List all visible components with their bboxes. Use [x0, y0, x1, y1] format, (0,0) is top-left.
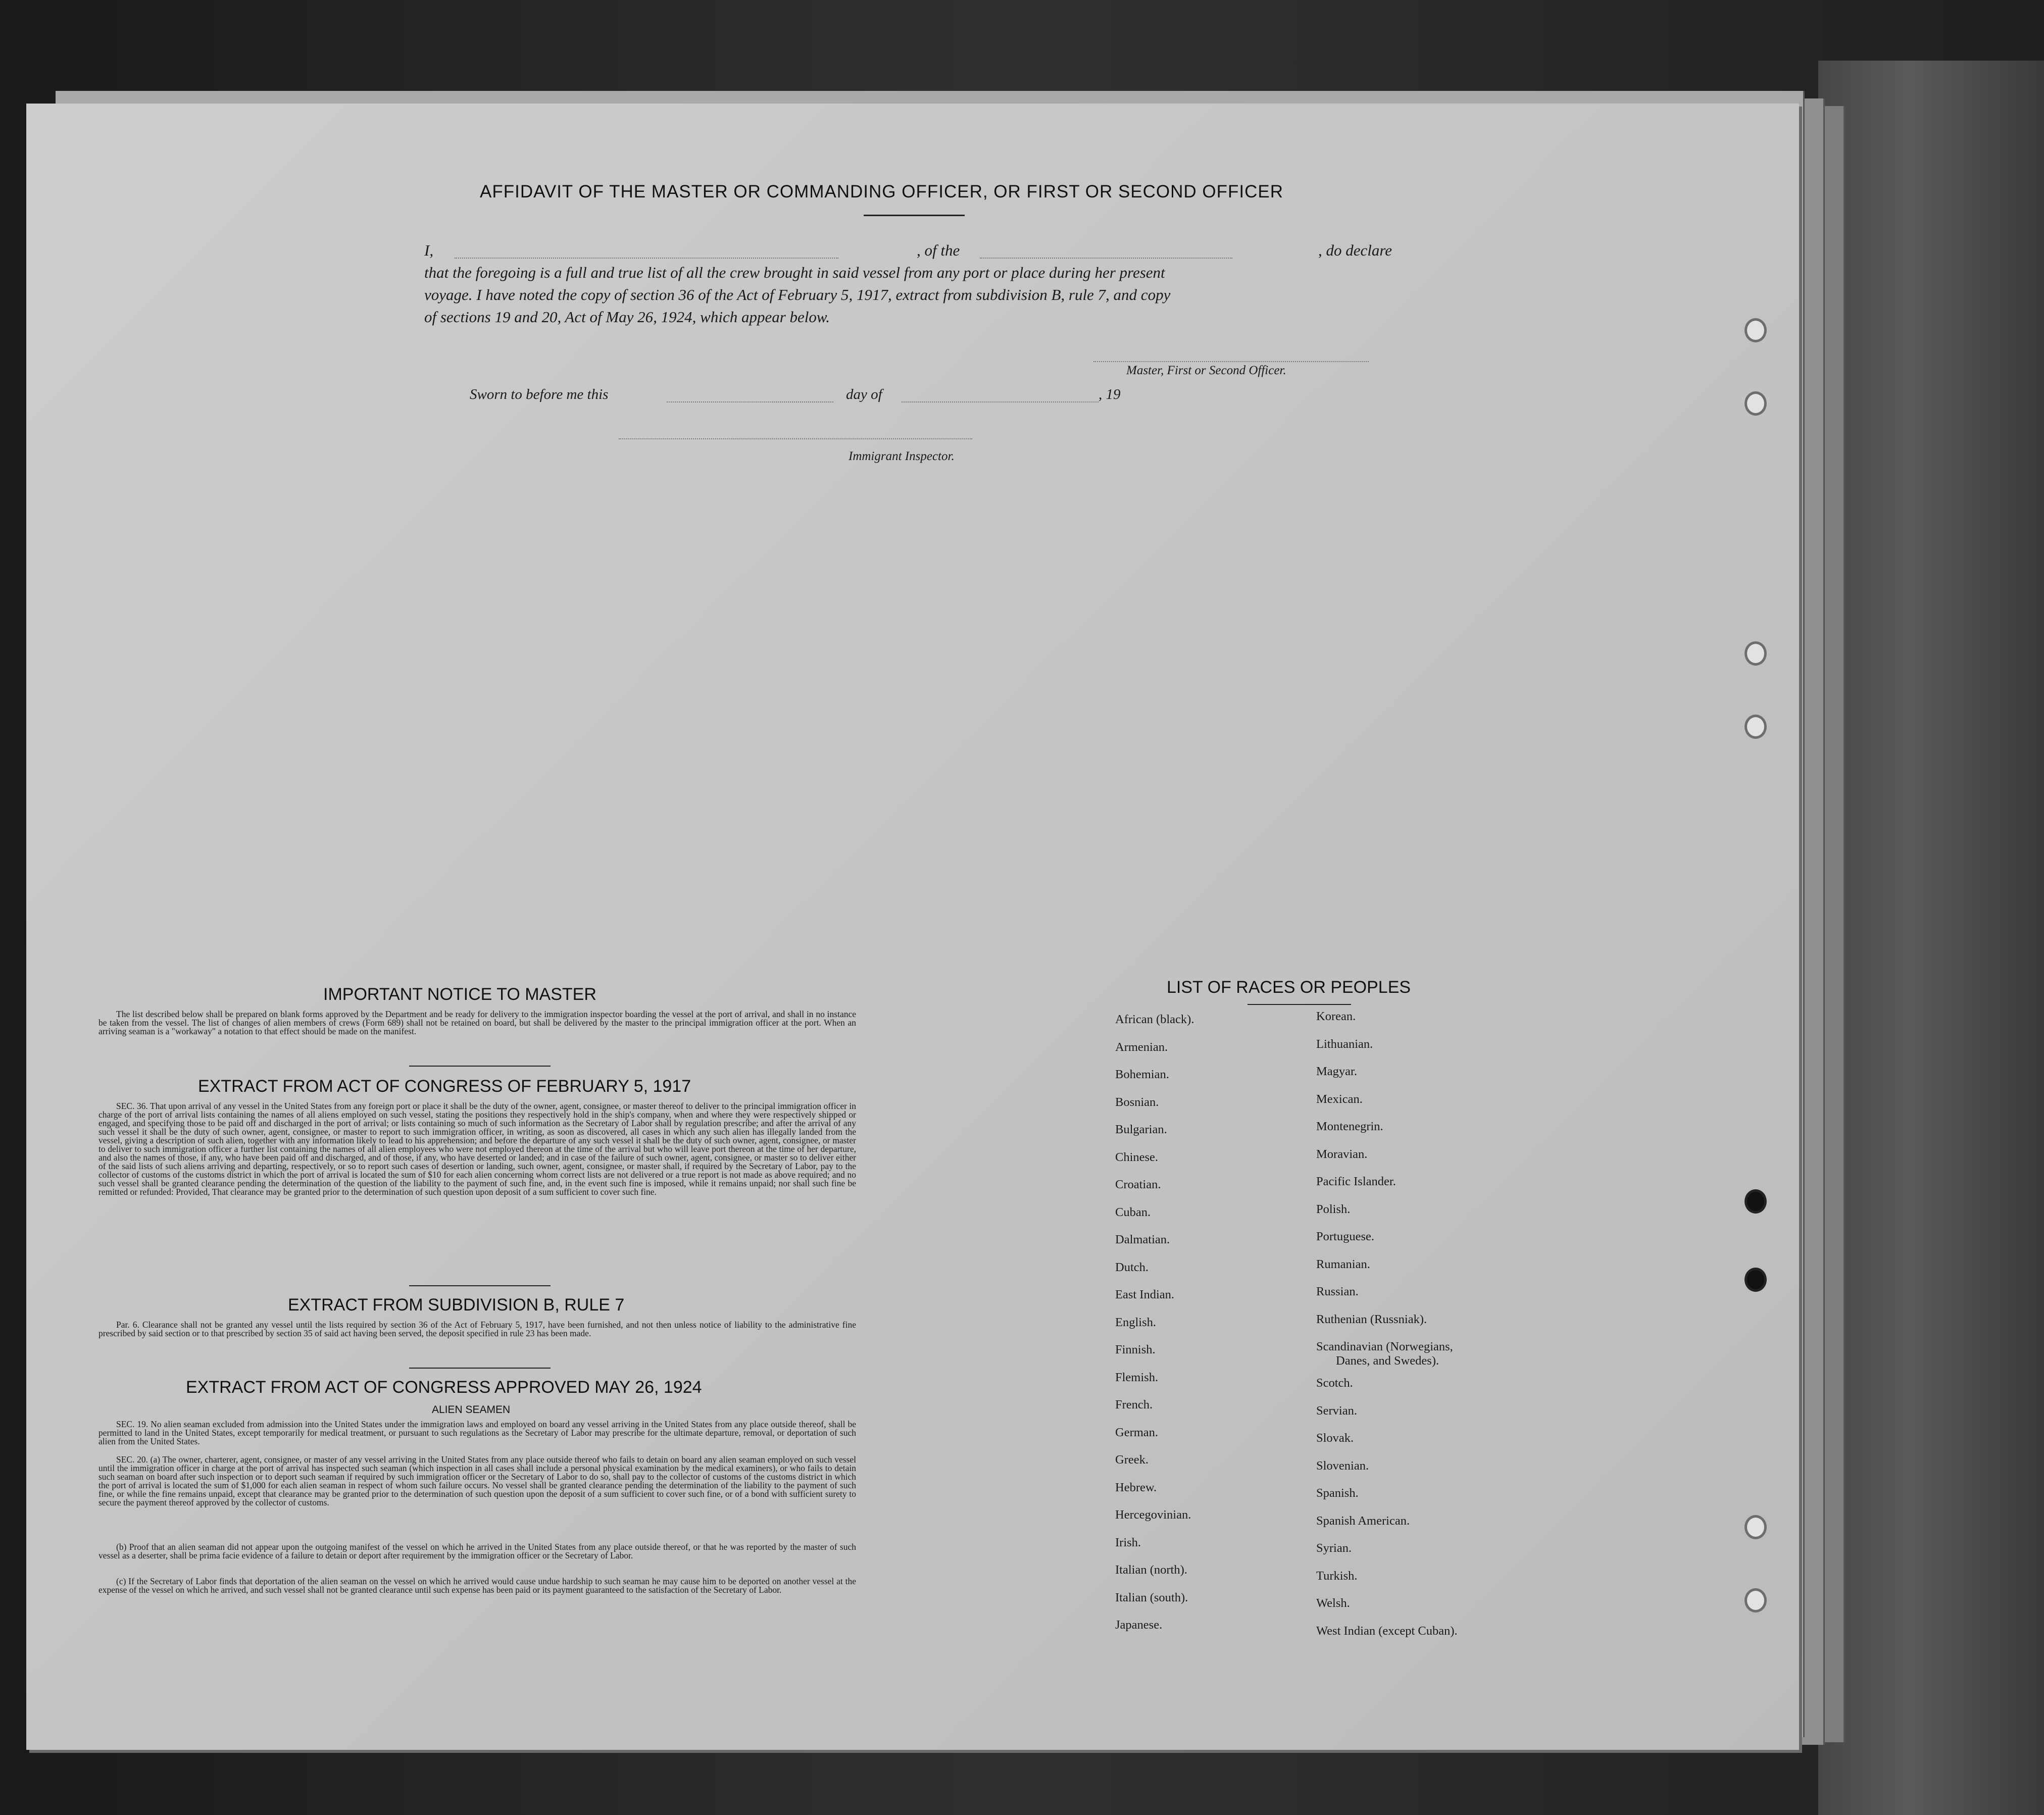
race-item: Greek. [1115, 1453, 1149, 1467]
affidavit-line-1 [424, 241, 1404, 260]
notice-body: The list described below shall be prepared on blank forms approved by the Department and be ready for delivery to the immigration inspector boarding the vessel at the port of arrival, and shall in no instance be taken from the vessel. The list of changes of alien members of crews (Form 689) shall not be retained on board, but shall be delivered by the master to the principal immigration officer at the port. When an arriving seaman is a "workaway" a notation to that effect should be made on the manifest. [98, 1009, 856, 1036]
race-item: Rumanian. [1316, 1257, 1370, 1271]
binder-hole [1744, 1189, 1767, 1214]
race-item: Montenegrin. [1316, 1120, 1383, 1133]
race-item: Welsh. [1316, 1596, 1350, 1610]
race-item: Bulgarian. [1115, 1123, 1167, 1136]
binder-hole [1744, 318, 1767, 342]
binder-hole [1744, 1515, 1767, 1539]
sec-19-body: SEC. 19. No alien seaman excluded from admission into the United States under the immigration laws and employed on board any vessel arriving in the United States from any place outside thereof, shall be permitted to land in the United States, except temporarily for medical treatment, or pursuant to such regulations as the Secretary of Labor may prescribe for the ultimate departure, removal, or deportation of such alien from the United States. [98, 1419, 856, 1446]
race-item: English. [1115, 1315, 1156, 1329]
affidavit-title: AFFIDAVIT OF THE MASTER OR COMMANDING OFFICER, OR FIRST OR SECOND OFFICER [480, 182, 1284, 201]
notice-title: IMPORTANT NOTICE TO MASTER [323, 985, 596, 1004]
race-item: Cuban. [1115, 1205, 1151, 1219]
divider [409, 1368, 551, 1369]
race-item: Dutch. [1115, 1260, 1149, 1274]
race-item: Finnish. [1115, 1343, 1156, 1356]
race-item: Armenian. [1115, 1040, 1168, 1054]
extract-1924-title: EXTRACT FROM ACT OF CONGRESS APPROVED MAY 26, 1924 [186, 1378, 702, 1397]
race-item: Slovak. [1316, 1431, 1354, 1445]
race-item: African (black). [1115, 1013, 1194, 1026]
extract-rule7-body: Par. 6. Clearance shall not be granted any vessel until the lists required by section 36 of the Act of February 5, 1917, have been furnished, and not then unless notice of liability to the administrative fine prescribed by said section or to that prescribed by section 35 of said act having been served, the deposit specified in rule 23 has been made. [98, 1320, 856, 1338]
race-item: Hebrew. [1115, 1480, 1157, 1494]
day-of-text: day of [846, 386, 882, 402]
affidavit-i: I, [424, 241, 434, 259]
race-item: Slovenian. [1316, 1458, 1369, 1473]
race-item: Italian (south). [1115, 1590, 1188, 1604]
sec-20c-body: (c) If the Secretary of Labor finds that deportation of the alien seaman on the vessel on which he arrived would cause undue hardship to such seaman he may cause him to be deported on another vessel at the expense of the vessel on which he arrived, and such vessel shall not be granted clearance until such expense has been paid or its payment guaranteed to the satisfaction of the Secretary of Labor. [98, 1576, 856, 1595]
binder-hole [1744, 1268, 1767, 1292]
vessel-blank[interactable] [980, 258, 1232, 259]
affidavit-of-the: , of the [917, 241, 960, 259]
affidavit-line-3: voyage. I have noted the copy of section 36 of the Act of February 5, 1917, extract from subdivision B, rule 7, and copy [424, 286, 1171, 304]
extract-1917-title: EXTRACT FROM ACT OF CONGRESS OF FEBRUARY 5, 1917 [198, 1077, 691, 1096]
race-item: Flemish. [1115, 1370, 1159, 1384]
race-item: French. [1115, 1398, 1153, 1411]
master-signature-line[interactable] [1093, 361, 1369, 362]
race-item: Japanese. [1115, 1618, 1163, 1632]
race-item: Polish. [1316, 1202, 1351, 1216]
binder-hole [1744, 391, 1767, 416]
race-item: Pacific Islander. [1316, 1175, 1396, 1188]
race-item: Scandinavian (Norwegians, [1316, 1340, 1453, 1353]
year-text: , 19 [1099, 386, 1121, 402]
race-item: Magyar. [1316, 1065, 1357, 1078]
race-item: Hercegovinian. [1115, 1508, 1191, 1522]
dark-background-right [1818, 61, 2044, 1815]
race-item: Turkish. [1316, 1569, 1358, 1583]
race-item: Mexican. [1316, 1092, 1363, 1106]
sworn-day-blank[interactable] [667, 401, 833, 402]
extract-1917-body: SEC. 36. That upon arrival of any vessel in the United States from any foreign port or place it shall be the duty of the owner, agent, consignee, or master thereof to deliver to the principal immigration officer in charge of the port of arrival lists containing the names of all aliens employed on such vessel, stating the positions they respectively hold in the ship's company, when and where they were respectively shipped or engaged, and specifying those to be paid off and discharged in the port of arrival; or lists containing so much of such information as the Secretary of Labor shall by regulation prescribe; and after the arrival of any such vessel it shall be the duty of such owner, agent, consignee, or master to report to such immigration officer, in writing, as soon as discovered, all cases in which any such alien has illegally landed from the vessel, giving a description of such alien, together with any information likely to lead to his apprehension; and before the departure of any such vessel it shall be the duty of such owner, agent, consignee, or master to deliver to such immigration officer a further list containing the names of all alien employees who were not employed thereon at the time of the arrival but who will leave port thereon at the time of her departure, and also the names of those, if any, who have been paid off and discharged, and of those, if any, who have deserted or landed; and in case of the failure of such owner, agent, consignee, or master so to deliver either of the said lists of such aliens arriving and departing, respectively, or so to report such cases of desertion or landing, such owner, agent, consignee, or master shall, if required by the Secretary of Labor, pay to the collector of customs of the customs district in which the port of arrival is located the sum of $10 for each alien concerning whom correct lists are not delivered or a true report is not made as above required; and no such vessel shall be granted clearance pending the determination of the question of the liability to the payment of such fine, and, in the event such fine is imposed, while it remains unpaid; nor shall such fine be remitted or refunded: Provided, That clearance may be granted prior to the determination of such question upon deposit of a sum sufficient to cover such fine. [98, 1101, 856, 1197]
race-item: German. [1115, 1425, 1159, 1439]
race-item: Spanish American. [1316, 1514, 1410, 1528]
race-item: Scotch. [1316, 1376, 1353, 1390]
sworn-month-blank[interactable] [902, 401, 1099, 402]
race-item: Chinese. [1115, 1150, 1159, 1164]
title-rule [864, 215, 965, 216]
race-item: Italian (north). [1115, 1563, 1187, 1577]
title-rule [1248, 1004, 1351, 1005]
name-blank[interactable] [455, 258, 838, 259]
affidavit-line-2: that the foregoing is a full and true list of all the crew brought in said vessel from any port or place during her present [424, 264, 1165, 281]
sec-20a-body: SEC. 20. (a) The owner, charterer, agent, consignee, or master of any vessel arriving in the United States from any place outside thereof who fails to detain on board any alien seaman employed on such vessel until the immigration officer in charge at the port of arrival has inspected such seaman (which inspection in all cases shall include a personal physical examination by the medical examiners), or who fails to detain such seaman on board after such inspection or to deport such seaman if required by such immigration officer or the Secretary of Labor to do so, shall pay to the collector of customs of the customs district in which the port of arrival is located the sum of $1,000 for each alien seaman in respect of whom such failure occurs. No vessel shall be granted clearance pending the determination of the liability to the payment of such fine, or while the fine remains unpaid, except that clearance may be granted prior to the determination of such question upon the deposit of a sum sufficient to cover such fine, or of a bond with sufficient surety to secure the payment thereof approved by the collector of customs. [98, 1454, 856, 1507]
divider [409, 1285, 551, 1286]
binder-hole [1744, 715, 1767, 739]
race-item: Lithuanian. [1316, 1037, 1373, 1051]
race-item: Bohemian. [1115, 1068, 1169, 1081]
race-item: Moravian. [1316, 1147, 1368, 1161]
extract-rule7-title: EXTRACT FROM SUBDIVISION B, RULE 7 [288, 1295, 625, 1315]
race-item: Korean. [1316, 1010, 1356, 1023]
sec-20b-body: (b) Proof that an alien seaman did not appear upon the outgoing manifest of the vessel on which he arrived in the United States from any place outside thereof, or that he was reported by the master of such vessel as a deserter, shall be prima facie evidence of a failure to detain or deport after requirement by the immigration officer or the Secretary of Labor. [98, 1542, 856, 1560]
race-item: East Indian. [1115, 1288, 1175, 1301]
race-item: Syrian. [1316, 1541, 1352, 1555]
affidavit-line-4: of sections 19 and 20, Act of May 26, 1924, which appear below. [424, 308, 830, 326]
race-item: West Indian (except Cuban). [1316, 1624, 1458, 1638]
binder-hole [1744, 641, 1767, 666]
race-item: Croatian. [1115, 1178, 1161, 1191]
race-item: Danes, and Swedes). [1336, 1354, 1439, 1368]
race-item: Irish. [1115, 1535, 1141, 1549]
divider [409, 1066, 551, 1067]
race-item: Spanish. [1316, 1486, 1359, 1500]
race-item: Portuguese. [1316, 1230, 1374, 1243]
inspector-signature-line[interactable] [619, 438, 972, 439]
affidavit-declare: , do declare [1318, 241, 1392, 259]
race-item: Russian. [1316, 1285, 1359, 1298]
race-item: Bosnian. [1115, 1095, 1159, 1109]
inspector-label: Immigrant Inspector. [849, 449, 955, 463]
sworn-text: Sworn to before me this [470, 386, 609, 402]
race-item: Dalmatian. [1115, 1233, 1170, 1246]
race-item: Ruthenian (Russniak). [1316, 1312, 1427, 1326]
alien-seamen-subtitle: ALIEN SEAMEN [432, 1404, 511, 1416]
master-signature-label: Master, First or Second Officer. [1126, 364, 1286, 377]
races-title: LIST OF RACES OR PEOPLES [1167, 978, 1411, 997]
race-item: Servian. [1316, 1403, 1357, 1418]
binder-hole [1744, 1588, 1767, 1612]
